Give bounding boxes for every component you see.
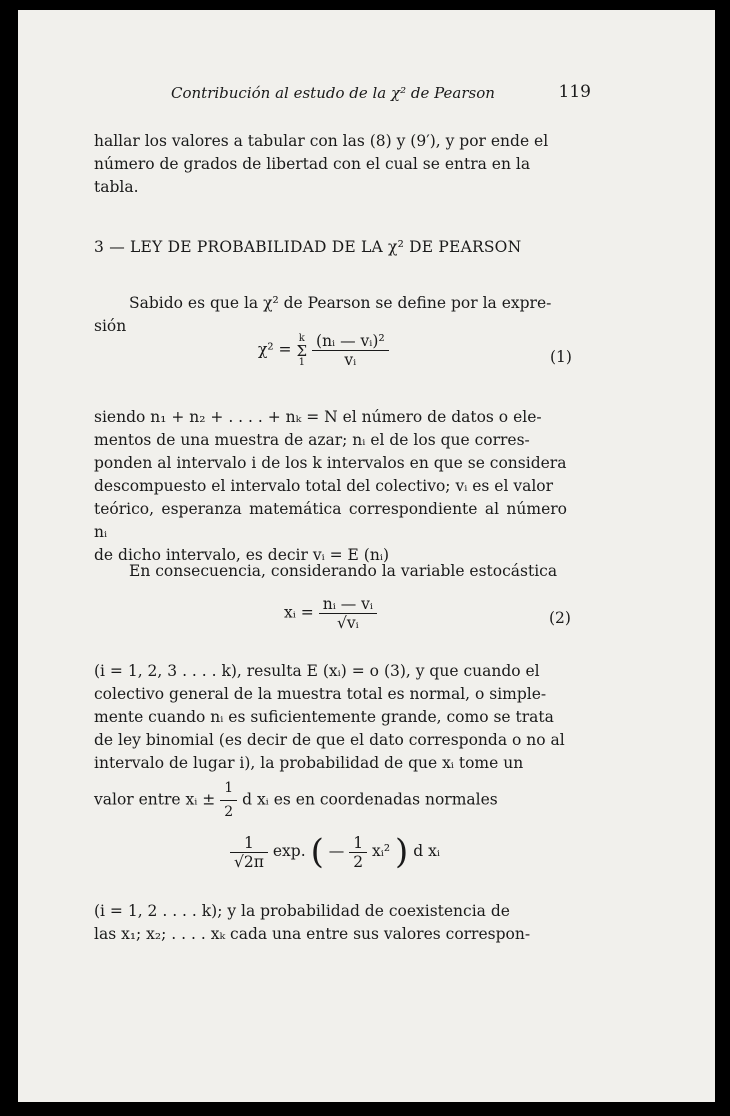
eq3-coefficient xyxy=(230,834,268,871)
page-number: 119 xyxy=(558,82,591,102)
text-line: intervalo de lugar i), la probabilidad de que xᵢ tome un xyxy=(94,754,524,772)
text-line: mentos de una muestra de azar; nᵢ el de los que corres- xyxy=(94,431,530,449)
text-line xyxy=(94,777,567,824)
text-line: de ley binomial (es decir de que el dato corresponda o no al xyxy=(94,731,565,749)
summation xyxy=(296,333,307,369)
eq3-coef-numerator: 1 xyxy=(230,834,268,853)
text-line: hallar los valores a tabular con las (8) y (9′), y por ende el xyxy=(94,132,549,150)
equation-2 xyxy=(284,595,377,632)
eq1-denominator: vᵢ xyxy=(344,351,357,369)
section-heading: 3 — LEY DE PROBABILIDAD DE LA χ² DE PEARSON xyxy=(94,238,522,256)
text-line: (i = 1, 2 . . . . k); y la probabilidad de coexistencia de xyxy=(94,902,510,920)
eq2-fraction xyxy=(319,595,377,632)
header-title: Contribución al estudo de la χ² de Pearson xyxy=(171,84,495,102)
paragraph-5 xyxy=(94,660,567,824)
eq1-fraction xyxy=(312,332,389,369)
half-fraction xyxy=(220,777,237,824)
eq1-lhs: χ² = xyxy=(258,340,292,359)
text-line: ponden al intervalo i de los k intervalos en que se considera xyxy=(94,454,567,472)
eq3-variable: xᵢ² xyxy=(372,842,391,860)
left-paren: ( xyxy=(310,832,324,872)
text-fragment: valor entre xᵢ ± xyxy=(94,790,216,809)
equation-1-label: (1) xyxy=(550,348,572,366)
eq3-tail: d xᵢ xyxy=(413,842,440,860)
equation-2-label: (2) xyxy=(549,609,571,627)
eq2-numerator: nᵢ — vᵢ xyxy=(319,595,377,614)
eq3-exp: exp. xyxy=(272,842,306,860)
eq3-coef-denominator: √2π xyxy=(234,852,264,871)
eq3-sign: — xyxy=(328,842,345,860)
sum-upper-limit: k xyxy=(298,332,305,344)
running-header xyxy=(171,84,591,102)
text-line: Sabido es que la χ² de Pearson se define por la expre- xyxy=(129,294,552,312)
eq3-inner-fraction xyxy=(349,834,367,871)
page xyxy=(18,10,715,1102)
text-line: tabla. xyxy=(94,178,139,196)
eq3-inner-denominator: 2 xyxy=(353,852,364,871)
eq2-denominator: √vᵢ xyxy=(337,614,359,632)
text-line: número de grados de libertad con el cual se entra en la xyxy=(94,155,531,173)
text-line: las x₁; x₂; . . . . xₖ cada una entre sus valores correspon- xyxy=(94,925,531,943)
sum-lower-limit: 1 xyxy=(298,356,305,368)
text-line: En consecuencia, considerando la variable estocástica xyxy=(129,562,558,580)
paragraph-6 xyxy=(94,900,567,946)
text-line: sión xyxy=(94,317,127,335)
equation-1 xyxy=(258,332,389,369)
text-line: descompuesto el intervalo total del colectivo; vᵢ es el valor xyxy=(94,477,554,495)
paragraph-1 xyxy=(94,130,567,199)
half-numerator: 1 xyxy=(220,777,237,801)
text-line: siendo n₁ + n₂ + . . . . + nₖ = N el número de datos o ele- xyxy=(94,408,542,426)
paragraph-4 xyxy=(94,560,567,583)
eq3-inner-numerator: 1 xyxy=(349,834,367,853)
text-line: de dicho intervalo, es decir vᵢ = E (nᵢ) xyxy=(94,546,389,564)
sum-symbol: Σ xyxy=(296,341,308,360)
text-fragment: d xᵢ es en coordenadas normales xyxy=(242,790,498,809)
paragraph-3 xyxy=(94,406,567,567)
text-line: colectivo general de la muestra total es normal, o simple- xyxy=(94,685,547,703)
text-line: teórico, esperanza matemática correspondiente al número nᵢ xyxy=(94,500,567,541)
half-denominator: 2 xyxy=(224,804,234,820)
eq1-numerator: (nᵢ — vᵢ)² xyxy=(312,332,389,351)
text-line: (i = 1, 2, 3 . . . . k), resulta E (xᵢ) = o (3), y que cuando el xyxy=(94,662,540,680)
right-paren: ) xyxy=(395,832,409,872)
eq2-lhs: xᵢ = xyxy=(284,603,314,622)
text-line: mente cuando nᵢ es suficientemente grande, como se trata xyxy=(94,708,554,726)
equation-3 xyxy=(230,832,440,872)
